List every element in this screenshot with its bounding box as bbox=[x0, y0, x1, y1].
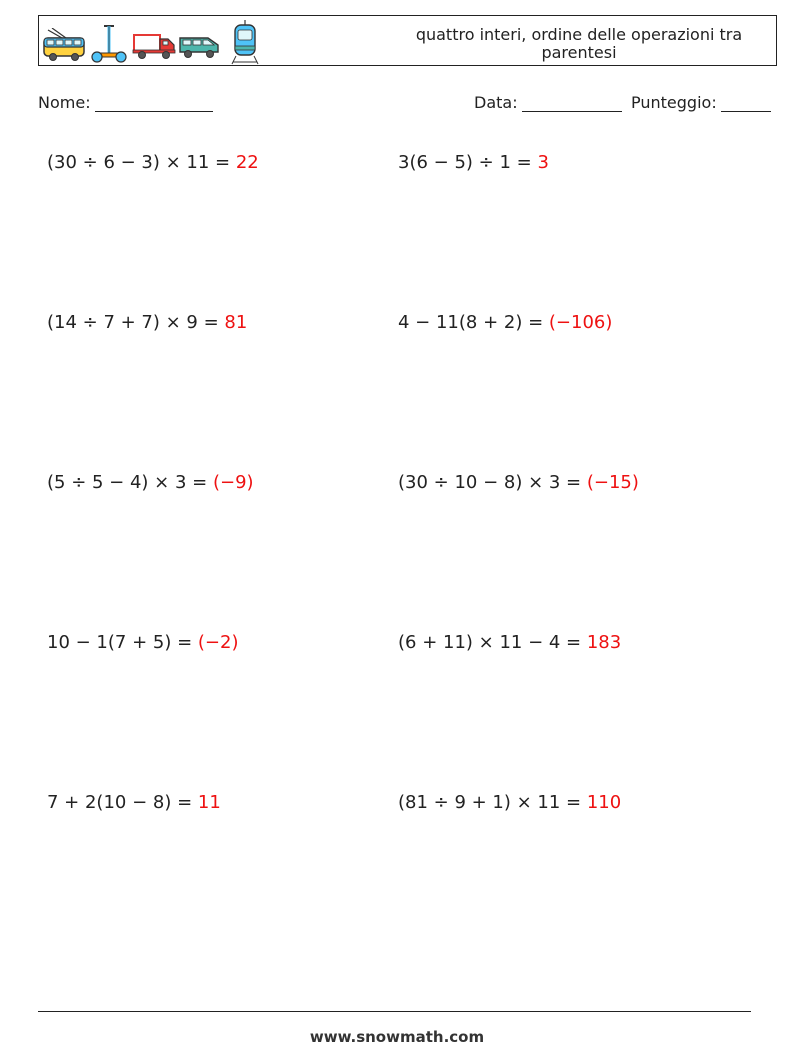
problem-question: (81 ÷ 9 + 1) × 11 = bbox=[398, 792, 587, 813]
problem-question: 3(6 − 5) ÷ 1 = bbox=[398, 152, 538, 173]
name-label: Nome: bbox=[38, 93, 91, 112]
problem-item bbox=[47, 312, 247, 333]
problem-answer: 110 bbox=[586, 792, 622, 813]
name-blank bbox=[95, 95, 213, 112]
score-label: Punteggio: bbox=[631, 93, 717, 112]
problem-answer: (−2) bbox=[197, 632, 239, 653]
problem-answer: 3 bbox=[537, 152, 549, 173]
problem-answer: (−106) bbox=[548, 312, 613, 333]
problem-answer: 11 bbox=[197, 792, 221, 813]
problem-question: (6 + 11) × 11 − 4 = bbox=[398, 632, 587, 653]
problem-item bbox=[398, 792, 621, 813]
problem-question: (30 ÷ 10 − 8) × 3 = bbox=[398, 472, 587, 493]
trolleybus-icon bbox=[42, 28, 86, 62]
problem-item bbox=[47, 792, 221, 813]
truck-icon bbox=[132, 30, 176, 60]
problem-item bbox=[398, 632, 621, 653]
problem-question: (5 ÷ 5 − 4) × 3 = bbox=[47, 472, 213, 493]
problem-answer: (−15) bbox=[586, 472, 639, 493]
problem-question: 4 − 11(8 + 2) = bbox=[398, 312, 549, 333]
problem-item bbox=[398, 152, 549, 173]
problem-item bbox=[47, 152, 259, 173]
problem-question: (14 ÷ 7 + 7) × 9 = bbox=[47, 312, 225, 333]
problem-answer: 22 bbox=[235, 152, 259, 173]
name-field bbox=[38, 93, 213, 112]
worksheet-header bbox=[38, 15, 777, 66]
problem-item bbox=[398, 312, 612, 333]
problem-question: 7 + 2(10 − 8) = bbox=[47, 792, 198, 813]
footer-divider bbox=[38, 1011, 751, 1012]
tram-icon bbox=[230, 20, 260, 66]
date-blank bbox=[522, 95, 622, 112]
problem-answer: 81 bbox=[224, 312, 248, 333]
problem-item bbox=[398, 472, 639, 493]
problem-question: 10 − 1(7 + 5) = bbox=[47, 632, 198, 653]
worksheet-title: quattro interi, ordine delle operazioni tra parentesi bbox=[415, 25, 743, 62]
score-blank bbox=[721, 95, 771, 112]
problem-answer: 183 bbox=[586, 632, 622, 653]
date-label: Data: bbox=[474, 93, 518, 112]
score-field bbox=[631, 93, 771, 112]
problem-item bbox=[47, 632, 238, 653]
date-field bbox=[474, 93, 622, 112]
segway-icon bbox=[90, 22, 128, 64]
problem-question: (30 ÷ 6 − 3) × 11 = bbox=[47, 152, 236, 173]
problem-item bbox=[47, 472, 254, 493]
footer-site[interactable]: www.snowmath.com bbox=[309, 1028, 485, 1046]
problem-answer: (−9) bbox=[212, 472, 254, 493]
van-icon bbox=[178, 32, 222, 60]
